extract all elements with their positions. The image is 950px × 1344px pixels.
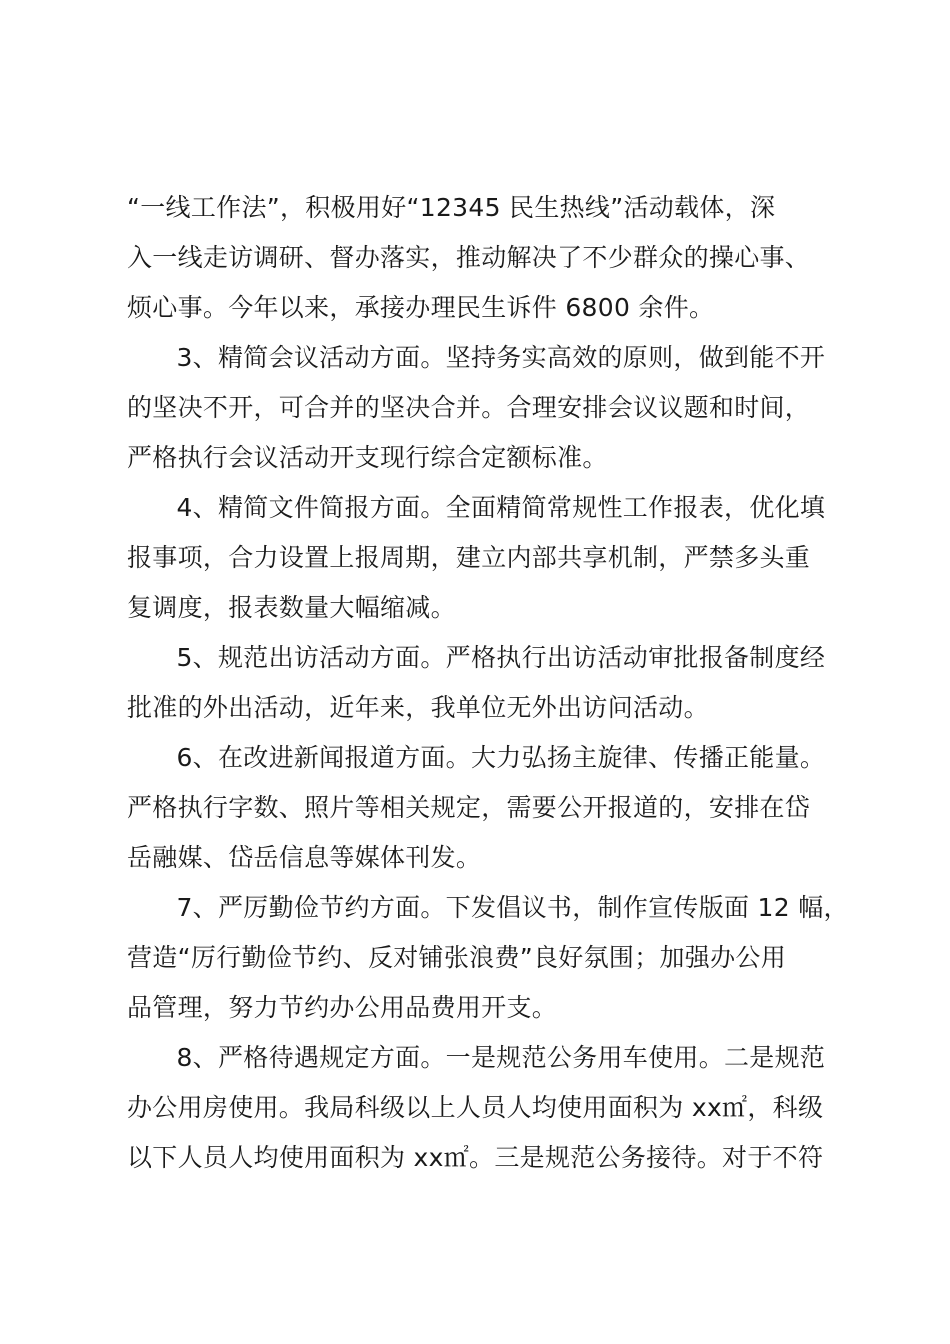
text-line: 品管理，努力节约办公用品费用开支。 xyxy=(127,993,558,1022)
text-line: 严格执行字数、照片等相关规定，需要公开报道的，安排在岱 xyxy=(127,793,811,822)
document-body xyxy=(127,183,849,1183)
text-line: 入一线走访调研、督办落实，推动解决了不少群众的操心事、 xyxy=(127,243,811,272)
text-line: 营造“厉行勤俭节约、反对铺张浪费”良好氛围；加强办公用 xyxy=(127,943,787,972)
paragraph-6-start: 6、在改进新闻报道方面。大力弘扬主旋律、传播正能量。 xyxy=(127,743,826,772)
text-line: “一线工作法”，积极用好“12345 民生热线”活动载体，深 xyxy=(127,193,776,222)
paragraph-4-start: 4、精简文件简报方面。全面精简常规性工作报表，优化填 xyxy=(127,493,826,522)
paragraph-8-start: 8、严格待遇规定方面。一是规范公务用车使用。二是规范 xyxy=(127,1043,826,1072)
text-line: 批准的外出活动，近年来，我单位无外出访问活动。 xyxy=(127,693,709,722)
paragraph-3-start: 3、精简会议活动方面。坚持务实高效的原则，做到能不开 xyxy=(127,343,826,372)
text-line: 岳融媒、岱岳信息等媒体刊发。 xyxy=(127,843,482,872)
text-line: 严格执行会议活动开支现行综合定额标准。 xyxy=(127,443,608,472)
text-line: 报事项，合力设置上报周期，建立内部共享机制，严禁多头重 xyxy=(127,543,811,572)
text-line: 办公用房使用。我局科级以上人员人均使用面积为 xx㎡，科级 xyxy=(127,1093,824,1122)
paragraph-7-start: 7、严厉勤俭节约方面。下发倡议书，制作宣传版面 12 幅， xyxy=(127,893,849,922)
text-line: 以下人员人均使用面积为 xx㎡。三是规范公务接待。对于不符 xyxy=(127,1143,824,1172)
text-line: 复调度，报表数量大幅缩减。 xyxy=(127,593,456,622)
paragraph-5-start: 5、规范出访活动方面。严格执行出访活动审批报备制度经 xyxy=(127,643,826,672)
text-line: 的坚决不开，可合并的坚决合并。合理安排会议议题和时间， xyxy=(127,393,811,422)
text-line: 烦心事。今年以来，承接办理民生诉件 6800 余件。 xyxy=(127,293,715,322)
